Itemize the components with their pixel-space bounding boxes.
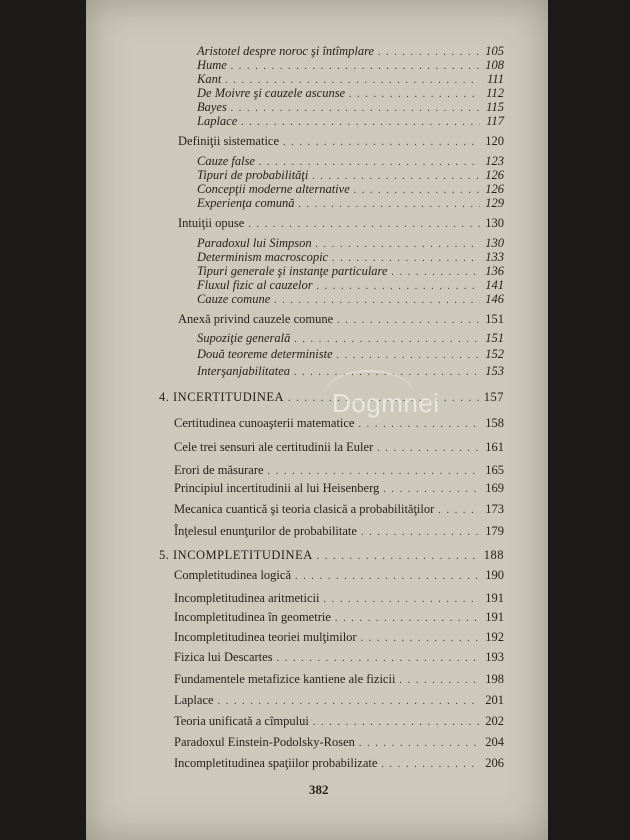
subsection-entry (197, 196, 504, 212)
entry-page: 108 (485, 58, 504, 72)
entry-page: 130 (485, 216, 504, 230)
entry-title: Anexă privind cauzele comune (178, 312, 334, 326)
entry-page: 173 (485, 502, 504, 516)
leader-dots (383, 483, 480, 497)
entry-page: 191 (485, 610, 504, 624)
leader-dots (337, 349, 480, 363)
leader-dots (358, 418, 480, 432)
section-entry (174, 610, 504, 626)
leader-dots (438, 504, 480, 518)
entry-page: 190 (485, 568, 504, 582)
entry-page: 198 (485, 672, 504, 686)
book-page (86, 0, 548, 840)
entry-title: Aristotel despre noroc şi întîmplare (197, 44, 375, 58)
leader-dots (323, 593, 480, 607)
entry-page: 151 (485, 312, 504, 326)
entry-title: Fizica lui Descartes (174, 650, 273, 664)
leader-dots (248, 218, 480, 232)
leader-dots (283, 136, 480, 150)
section-entry (174, 756, 504, 772)
leader-dots (399, 674, 480, 688)
entry-title: Interşanjabilitatea (197, 364, 291, 378)
entry-title: Determinism macroscopic (197, 250, 329, 264)
entry-title: Teoria unificată a cîmpului (174, 714, 309, 728)
entry-page: 117 (486, 114, 504, 128)
entry-page: 158 (485, 416, 504, 430)
leader-dots (294, 333, 480, 347)
entry-title: Erori de măsurare (174, 463, 264, 477)
entry-page: 126 (485, 182, 504, 196)
leader-dots (361, 526, 480, 540)
subsection-entry (197, 347, 504, 363)
entry-title: Bayes (197, 100, 227, 114)
entry-title: 4. INCERTITUDINEA (159, 390, 285, 404)
entry-title: Principiul incertitudinii al lui Heisenberg (174, 481, 380, 495)
leader-dots (277, 652, 480, 666)
leader-dots (313, 716, 480, 730)
entry-title: De Moivre şi cauzele ascunse (197, 86, 346, 100)
entry-title: Fluxul fizic al cauzelor (197, 278, 313, 292)
entry-page: 204 (485, 735, 504, 749)
entry-page: 130 (485, 236, 504, 250)
section-entry (174, 502, 504, 518)
section-entry (178, 134, 504, 150)
section-entry (174, 591, 504, 607)
entry-page: 153 (485, 364, 504, 378)
entry-title: Paradoxul lui Simpson (197, 236, 312, 250)
entry-page: 157 (483, 390, 504, 404)
entry-title: Experienţa comună (197, 196, 295, 210)
section-entry (174, 440, 504, 456)
leader-dots (381, 758, 480, 772)
entry-title: Intuiţii opuse (178, 216, 245, 230)
entry-page: 105 (485, 44, 504, 58)
section-entry (178, 216, 504, 232)
leader-dots (218, 695, 480, 709)
entry-page: 111 (487, 72, 504, 86)
entry-page: 202 (485, 714, 504, 728)
leader-dots (377, 442, 480, 456)
leader-dots (361, 632, 480, 646)
entry-page: 123 (485, 154, 504, 168)
entry-title: Concepţii moderne alternative (197, 182, 350, 196)
entry-title: Certitudinea cunoaşterii matematice (174, 416, 355, 430)
subsection-entry (197, 292, 504, 308)
entry-title: Hume (197, 58, 227, 72)
entry-page: 115 (486, 100, 504, 114)
entry-page: 152 (485, 347, 504, 361)
section-entry (174, 735, 504, 751)
entry-page: 151 (485, 331, 504, 345)
entry-title: Cauze comune (197, 292, 271, 306)
leader-dots (337, 314, 480, 328)
entry-title: Incompletitudinea aritmeticii (174, 591, 320, 605)
entry-page: 133 (485, 250, 504, 264)
leader-dots (295, 570, 480, 584)
entry-title: Laplace (197, 114, 238, 128)
entry-title: Fundamentele metafizice kantiene ale fizicii (174, 672, 396, 686)
section-entry (174, 524, 504, 540)
entry-title: Definiţii sistematice (178, 134, 280, 148)
entry-title: Incompletitudinea spaţiilor probabilizate (174, 756, 378, 770)
subsection-entry (197, 331, 504, 347)
entry-page: 120 (485, 134, 504, 148)
entry-page: 201 (485, 693, 504, 707)
section-entry (174, 650, 504, 666)
entry-title: Cele trei sensuri ale certitudinii la Euler (174, 440, 374, 454)
section-entry (174, 714, 504, 730)
entry-title: Înţelesul enunţurilor de probabilitate (174, 524, 357, 538)
entry-page: 146 (485, 292, 504, 306)
entry-title: Paradoxul Einstein-Podolsky-Rosen (174, 735, 355, 749)
entry-page: 136 (485, 264, 504, 278)
entry-page: 112 (486, 86, 504, 100)
entry-page: 192 (485, 630, 504, 644)
leader-dots (274, 294, 480, 308)
entry-title: Incompletitudinea teoriei mulţimilor (174, 630, 357, 644)
leader-dots (335, 612, 480, 626)
entry-title: Laplace (174, 693, 214, 707)
entry-page: 141 (485, 278, 504, 292)
entry-page: 126 (485, 168, 504, 182)
entry-page: 161 (485, 440, 504, 454)
section-entry (174, 463, 504, 479)
table-of-contents (86, 0, 548, 840)
entry-page: 165 (485, 463, 504, 477)
entry-title: Două teoreme deterministe (197, 347, 333, 361)
entry-page: 193 (485, 650, 504, 664)
entry-title: Tipuri de probabilităţi (197, 168, 309, 182)
section-entry (174, 630, 504, 646)
entry-page: 188 (483, 548, 504, 562)
entry-page: 179 (485, 524, 504, 538)
page-number: 382 (309, 782, 329, 797)
section-entry (174, 693, 504, 709)
entry-page: 169 (485, 481, 504, 495)
section-entry (178, 312, 504, 328)
leader-dots (299, 198, 480, 212)
section-entry (174, 672, 504, 688)
entry-title: Incompletitudinea în geometrie (174, 610, 331, 624)
leader-dots (268, 465, 480, 479)
subsection-entry (197, 114, 504, 130)
leader-dots (317, 550, 480, 564)
leader-dots (241, 116, 480, 130)
section-entry (174, 568, 504, 584)
entry-title: Cauze false (197, 154, 255, 168)
entry-title: Completitudinea logică (174, 568, 291, 582)
entry-page: 206 (485, 756, 504, 770)
leader-dots (359, 737, 480, 751)
entry-title: Tipuri generale şi instanţe particulare (197, 264, 388, 278)
entry-page: 129 (485, 196, 504, 210)
watermark: Dogmnei (332, 388, 440, 418)
entry-title: Kant (197, 72, 222, 86)
entry-page: 191 (485, 591, 504, 605)
entry-title: Supoziţie generală (197, 331, 291, 345)
chapter-entry (159, 548, 504, 564)
section-entry (174, 481, 504, 497)
entry-title: 5. INCOMPLETITUDINEA (159, 548, 313, 562)
entry-title: Mecanica cuantică şi teoria clasică a probabilităţilor (174, 502, 435, 516)
